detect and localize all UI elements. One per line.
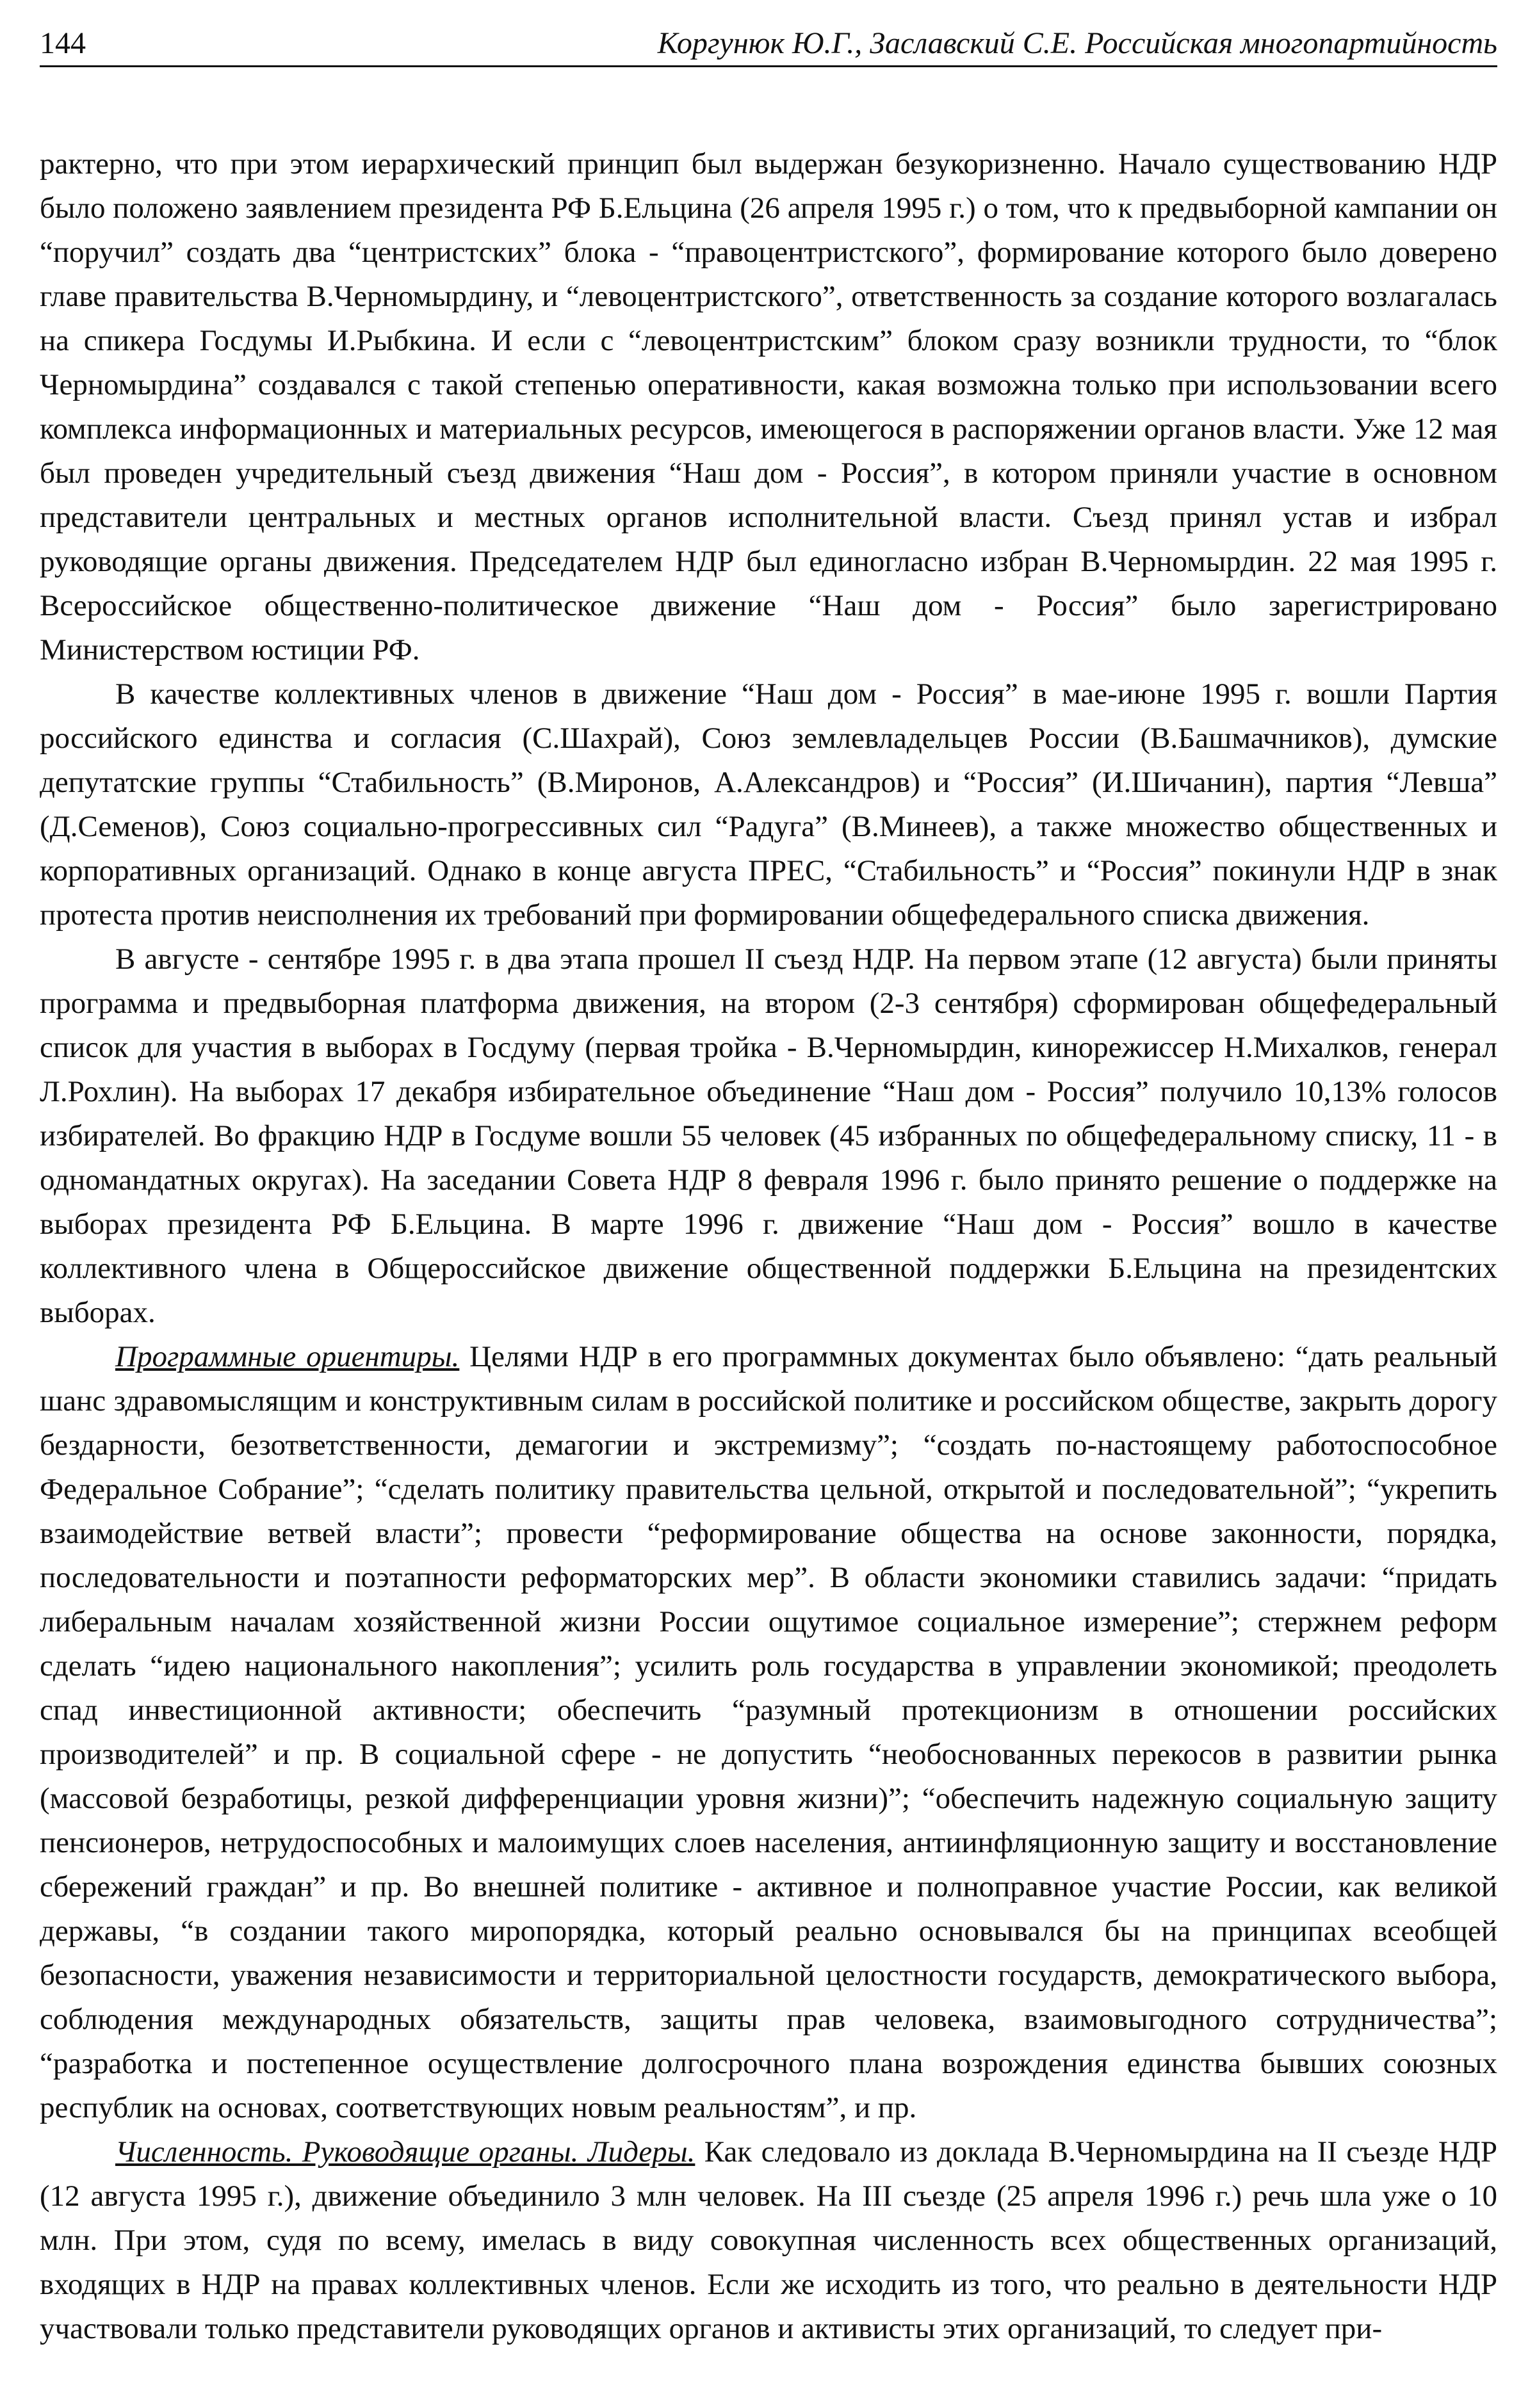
- section-heading-program: Программные ориентиры.: [115, 1340, 460, 1373]
- paragraph-5: [40, 2130, 1497, 2351]
- paragraph-1: [40, 142, 1497, 672]
- paragraph-4: [40, 1335, 1497, 2130]
- running-header: [40, 20, 1497, 67]
- page-number: 144: [40, 26, 86, 60]
- paragraph-text: Целями НДР в его программных документах было объявлено: “дать реальный шанс здравомыслящим и конструктивным силам в российской политике и российском обществе, закрыть дорогу бездарности, безответственности, демагогии и экстремизму”; “создать по-настоящему работоспособное Федеральное Собрание”; “сделать политику правительства цельной, открытой и последовательной”; “укрепить взаимодействие ветвей власти”; провести “реформирование общества на основе законности, порядка, последовательности и поэтапности реформаторских мер”. В области экономики ставились задачи: “придать либеральным началам хозяйственной жизни России ощутимое социальное измерение”; стержнем реформ сделать “идею национального накопления”; усилить роль государства в управлении экономикой; преодолеть спад инвестиционной активности; обеспечить “разумный протекционизм в отношении российских производителей” и пр. В социальной сфере - не допустить “необоснованных перекосов в развитии рынка (массовой безработицы, резкой дифференциации уровня жизни)”; “обеспечить надежную социальную защиту пенсионеров, нетрудоспособных и малоимущих слоев населения, антиинфляционную защиту и восстановление сбережений граждан” и пр. Во внешней политике - активное и полноправное участие России, как великой державы, “в создании такого миропорядка, который реально основывался бы на принципах всеобщей безопасности, уважения независимости и территориальной целостности государств, демократического выбора, соблюдения международных обязательств, защиты прав человека, взаимовыгодного сотрудничества”; “разработка и постепенное осуществление долгосрочного плана возрождения единства бывших союзных республик на основах, соответствующих новым реальностям”, и пр.: [40, 1340, 1497, 2124]
- paragraph-text: рактерно, что при этом иерархический принцип был выдержан безукоризненно. Начало существованию НДР было положено заявлением президента РФ Б.Ельцина (26 апреля 1995 г.) о том, что к предвыборной кампании он “поручил” создать два “центристских” блока - “правоцентристского”, формирование которого было доверено главе правительства В.Черномырдину, и “левоцентристского”, ответственность за создание которого возлагалась на спикера Госдумы И.Рыбкина. И если с “левоцентристским” блоком сразу возникли трудности, то “блок Черномырдина” создавался с такой степенью оперативности, какая возможна только при использовании всего комплекса информационных и материальных ресурсов, имеющегося в распоряжении органов власти. Уже 12 мая был проведен учредительный съезд движения “Наш дом - Россия”, в котором приняли участие в основном представители центральных и местных органов исполнительной власти. Съезд принял устав и избрал руководящие органы движения. Председателем НДР был единогласно избран В.Черномырдин. 22 мая 1995 г. Всероссийское общественно-политическое движение “Наш дом - Россия” было зарегистрировано Министерством юстиции РФ.: [40, 147, 1497, 667]
- paragraph-text: В качестве коллективных членов в движение “Наш дом - Россия” в мае-июне 1995 г. вошли Партия российского единства и согласия (С.Шахрай), Союз землевладельцев России (В.Башмачников), думские депутатские группы “Стабильность” (В.Миронов, А.Александров) и “Россия” (И.Шичанин), партия “Левша” (Д.Семенов), Союз социально-прогрессивных сил “Радуга” (В.Минеев), а также множество общественных и корпоративных организаций. Однако в конце августа ПРЕС, “Стабильность” и “Россия” покинули НДР в знак протеста против неисполнения их требований при формировании общефедерального списка движения.: [40, 677, 1497, 932]
- paragraph-3: [40, 937, 1497, 1335]
- section-heading-membership: Численность. Руководящие органы. Лидеры.: [115, 2135, 695, 2169]
- paragraph-text: В августе - сентябре 1995 г. в два этапа прошел II съезд НДР. На первом этапе (12 августа) были приняты программа и предвыборная платформа движения, на втором (2-3 сентября) сформирован общефедеральный список для участия в выборах в Госдуму (первая тройка - В.Черномырдин, кинорежиссер Н.Михалков, генерал Л.Рохлин). На выборах 17 декабря избирательное объединение “Наш дом - Россия” получило 10,13% голосов избирателей. Во фракцию НДР в Госдуме вошли 55 человек (45 избранных по общефедеральному списку, 11 - в одномандатных округах). На заседании Совета НДР 8 февраля 1996 г. было принято решение о поддержке на выборах президента РФ Б.Ельцина. В марте 1996 г. движение “Наш дом - Россия” вошло в качестве коллективного члена в Общероссийское движение общественной поддержки Б.Ельцина на президентских выборах.: [40, 942, 1497, 1329]
- paragraph-text: Как следовало из доклада В.Черномырдина на II съезде НДР (12 августа 1995 г.), движение объединило 3 млн человек. На III съезде (25 апреля 1996 г.) речь шла уже о 10 млн. При этом, судя по всему, имелась в виду совокупная численность всех общественных организаций, входящих в НДР на правах коллективных членов. Если же исходить из того, что реально в деятельности НДР участвовали только представители руководящих органов и активисты этих организаций, то следует при-: [40, 2135, 1497, 2345]
- running-title: Коргунюк Ю.Г., Заславский С.Е. Российская многопартийность: [657, 26, 1497, 60]
- body-text: [40, 142, 1497, 2351]
- paragraph-2: [40, 672, 1497, 937]
